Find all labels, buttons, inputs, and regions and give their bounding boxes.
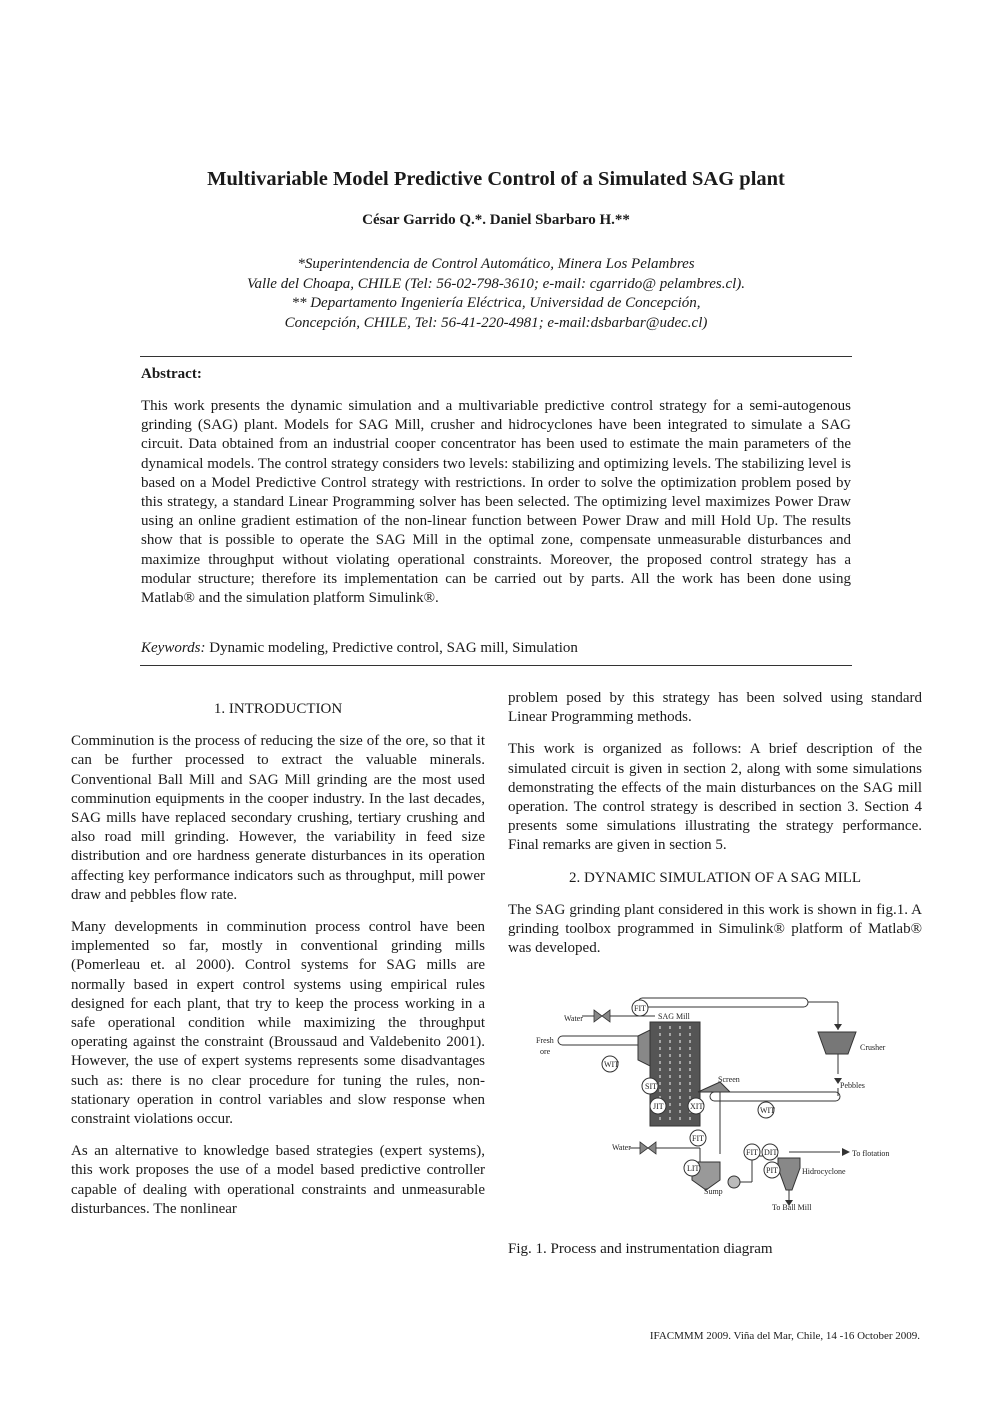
pebbles-conveyor	[710, 1092, 840, 1101]
paragraph: The SAG grinding plant considered in this work is shown in fig.1. A grinding toolbox programmed in Simulink® platform of Matlab® was developed.	[508, 901, 922, 957]
valve-icon	[594, 1010, 610, 1022]
abstract-top-rule	[140, 356, 852, 357]
affiliation-line: Valle del Choapa, CHILE (Tel: 56-02-798-3610; e-mail: cgarrido@ pelambres.cl).	[246, 275, 746, 292]
fit-instrument-tag: FIT	[634, 1004, 646, 1013]
water-top-label: Water	[564, 1014, 583, 1023]
pump-icon	[728, 1176, 740, 1188]
to-flotation-label: To flotation	[852, 1149, 890, 1158]
jit-instrument-tag: JIT	[653, 1102, 664, 1111]
fresh-label: Fresh	[536, 1036, 554, 1045]
dit-instrument-tag: DIT	[764, 1148, 778, 1157]
abstract-bottom-rule	[140, 665, 852, 666]
affiliation-line: *Superintendencia de Control Automático, Minera Los Pelambres	[297, 256, 695, 272]
sag-mill-feed	[638, 1030, 650, 1066]
sit-instrument-tag: SIT	[645, 1082, 657, 1091]
arrow-down-icon	[834, 1024, 842, 1030]
crusher-label: Crusher	[860, 1043, 886, 1052]
paragraph: Comminution is the process of reducing the size of the ore, so that it can be further processed to extract the valuable minerals. Conventional Ball Mill and SAG Mill grinding are the most used comminution equipments in the cooper industry. In the last decades, SAG mills have replaced secondary crushing, tertiary crushing and also road mill grinding. However, the variability in feed size distribution and ore hardness generate disturbances in its operation affecting key performance indicators such as throughput, mill power draw and pebbles flow rate.	[71, 733, 485, 903]
right-column	[508, 689, 922, 971]
to-ball-mill-label: To Ball Mill	[772, 1203, 812, 1212]
xit-instrument-tag: XIT	[690, 1102, 704, 1111]
lit-instrument-tag: LIT	[687, 1164, 700, 1173]
page-footer: IFACMMM 2009. Viña del Mar, Chile, 14 -16 October 2009.	[649, 1330, 920, 1342]
abstract-heading: Abstract:	[141, 366, 202, 382]
process-diagram	[520, 996, 910, 1216]
crusher-shape	[818, 1032, 856, 1054]
screen-label: Screen	[718, 1075, 740, 1084]
ore-label: ore	[540, 1047, 551, 1056]
sag-mill-label: SAG Mill	[658, 1012, 690, 1021]
top-conveyor	[638, 998, 808, 1007]
figure-caption: Fig. 1. Process and instrumentation diagram	[508, 1241, 773, 1257]
pit-instrument-tag: PIT	[766, 1166, 778, 1175]
paragraph: problem posed by this strategy has been solved using standard Linear Programming methods.	[508, 690, 922, 726]
left-column	[71, 700, 485, 1232]
wit-instrument-tag: WIT	[760, 1106, 776, 1115]
affiliation-line: ** Departamento Ingeniería Eléctrica, Universidad de Concepción,	[291, 295, 701, 311]
water-bottom-label: Water	[612, 1143, 631, 1152]
keywords-label: Keywords:	[141, 640, 206, 656]
keywords	[141, 640, 578, 657]
arrow-right-icon	[842, 1148, 850, 1156]
hidrocyclone-shape	[778, 1158, 800, 1190]
author-list: César Garrido Q.*. Daniel Sbarbaro H.**	[362, 212, 630, 228]
section-heading-introduction: 1. INTRODUCTION	[213, 701, 343, 717]
keywords-text: Dynamic modeling, Predictive control, SAG mill, Simulation	[205, 640, 578, 656]
paper-title: Multivariable Model Predictive Control of a Simulated SAG plant	[207, 168, 785, 190]
valve-icon	[640, 1142, 656, 1154]
fit-instrument-tag: FIT	[746, 1148, 758, 1157]
paragraph: As an alternative to knowledge based strategies (expert systems), this work proposes the use of a model based predictive controller capable of dealing with operational constraints and unmeasurable disturbances. The nonlinear	[71, 1143, 485, 1217]
affiliations	[0, 255, 992, 333]
paragraph: This work is organized as follows: A brief description of the simulated circuit is given in section 2, along with some simulations demonstrating the effects of the main disturbances on the SAG mill operation. The control strategy is described in section 3. Section 4 presents some simulations illustrating the strategy performance. Final remarks are given in section 5.	[508, 741, 922, 854]
affiliation-line: Concepción, CHILE, Tel: 56-41-220-4981; e-mail:dsbarbar@udec.cl)	[284, 314, 708, 331]
fresh-ore-conveyor	[558, 1036, 646, 1045]
section-heading-dynamic-simulation: 2. DYNAMIC SIMULATION OF A SAG MILL	[568, 869, 862, 886]
paragraph: Many developments in comminution process control have been implemented so far, mostly in conventional grinding mills (Pomerleau et. al 2000). Control systems for SAG mills are normally based in expert control systems using empirical rules designed for each plant, that try to keep the process working in a safe operational condition while maximizing the throughput operating against the constraint (Broussaud and Valdebenito 2001). However, the use of expert systems represents some disadvantages such as: there is no clear procedure for tuning the rules, non-stationary operation in control variables and slow response when constraint violations occur.	[71, 919, 485, 1128]
wit-instrument-tag: WIT	[604, 1060, 620, 1069]
hidrocyclone-label: Hidrocyclone	[802, 1167, 846, 1176]
pebbles-label: Pebbles	[840, 1081, 865, 1090]
abstract-text: This work presents the dynamic simulation and a multivariable predictive control strategy for a semi-autogenous grinding (SAG) plant. Models for SAG Mill, crusher and hidrocyclones have been integrated to simulate a SAG circuit. Data obtained from an industrial cooper concentrator has been used to estimate the main parameters of the dynamical models. The control strategy considers two levels: stabilizing and optimizing levels. The stabilizing level is based on a Model Predictive Control strategy with restrictions. In order to solve the optimization problem posed by this strategy, a standard Linear Programming solver has been selected. The optimizing level maximizes Power Draw using an online gradient estimation of the non-linear function between Power Draw and mill Hold Up. The results show that is possible to operate the SAG Mill in the optimal zone, compensate unmeasurable disturbances and maximize throughput without violating operational constraints. Moreover, the proposed control strategy has a modular structure; therefore its implementation can be carried out by parts. All the work has been done using Matlab® and the simulation platform Simulink®.	[141, 398, 851, 607]
fit-instrument-tag: FIT	[692, 1134, 704, 1143]
sump-label: Sump	[704, 1187, 723, 1196]
